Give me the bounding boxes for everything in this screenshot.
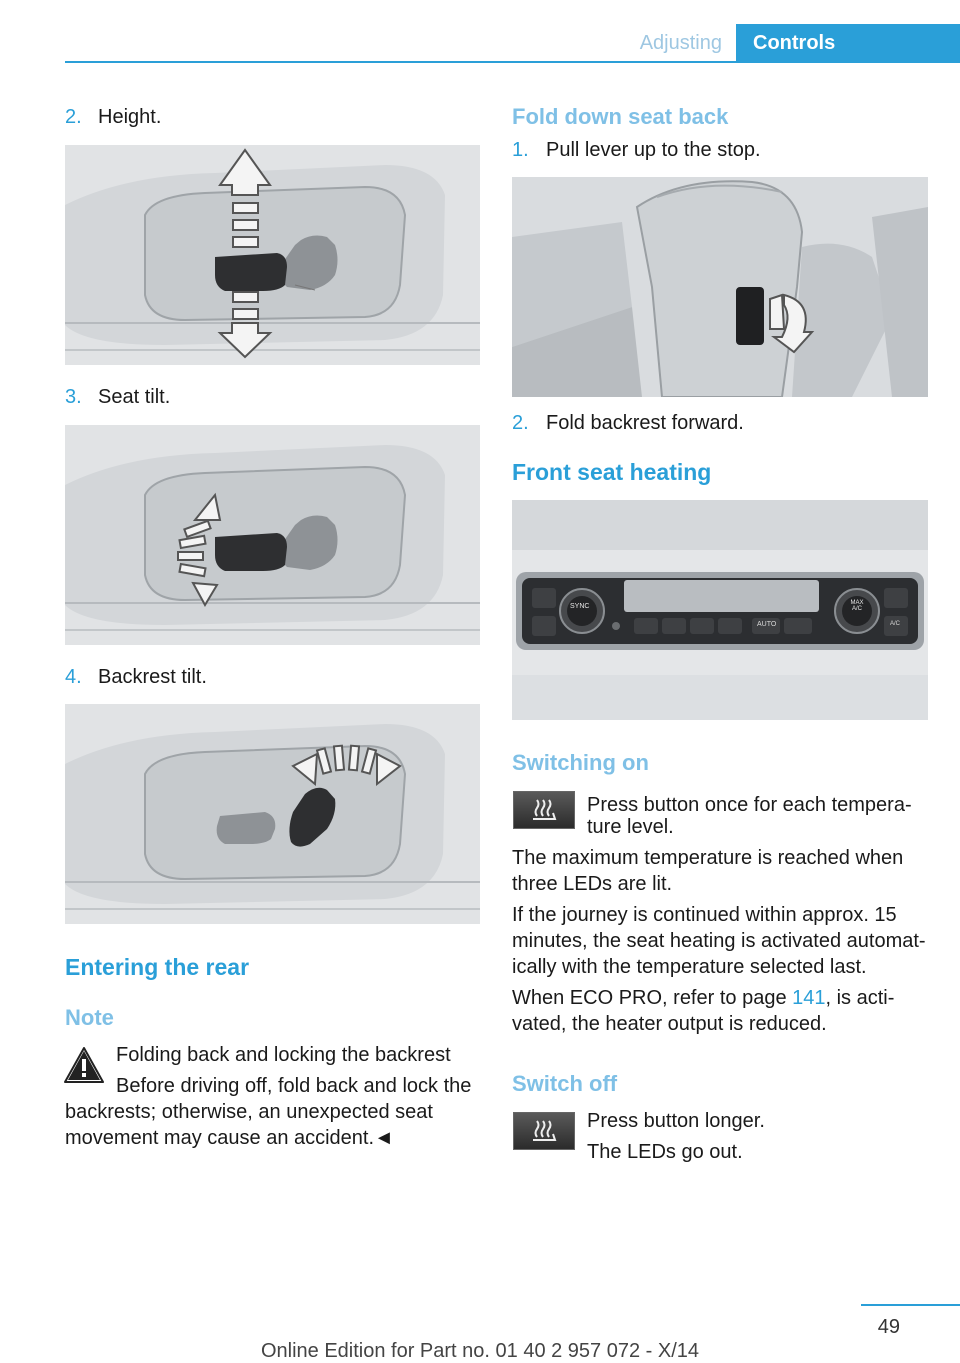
seat-height-figure [65,145,480,365]
section-heading: Entering the rear [65,954,250,980]
note-heading: Note [65,1005,114,1030]
page-link[interactable]: 141 [792,987,826,1009]
paragraph: vated, the heater output is reduced. [512,1013,827,1035]
paragraph: ically with the temperature selected last. [512,956,867,978]
paragraph: minutes, the seat heating is activated automat- [512,930,926,952]
fold-seat-back-figure [512,177,928,397]
panel-label-auto: AUTO [757,621,777,628]
paragraph: three LEDs are lit. [512,873,673,895]
panel-label-ac: A/C [890,621,901,627]
section-heading: Front seat heating [512,459,712,485]
backrest-tilt-figure [65,704,480,924]
footer-rule [861,1304,960,1306]
panel-label-sync: SYNC [570,603,590,610]
step-number: 3. [65,386,82,408]
section-heading: Fold down seat back [512,104,729,129]
header-rule [65,61,960,63]
step-text: Backrest tilt. [98,666,207,688]
edition-line: Online Edition for Part no. 01 40 2 957 072 - X/14 [260,1340,700,1362]
warning-text: backrests; otherwise, an unexpected seat [65,1101,433,1123]
paragraph: Press button once for each tempera- [587,794,912,816]
header-chapter: Controls [736,24,960,61]
paragraph-text: , is acti- [825,987,895,1009]
paragraph [512,985,894,1011]
step-text: Height. [98,106,162,128]
step-number: 4. [65,666,82,688]
seat-heating-icon [513,1112,575,1150]
panel-label-max: MAX A/C [850,600,864,612]
warning-icon [64,1046,104,1084]
page-number: 49 [877,1316,900,1338]
subsection-heading: Switch off [512,1071,618,1096]
paragraph: The maximum temperature is reached when [512,847,904,869]
header-section: Adjusting [639,32,722,54]
paragraph: Press button longer. [587,1110,765,1132]
seat-heating-icon [513,791,575,829]
seat-tilt-figure [65,425,480,645]
paragraph-text: When ECO PRO, refer to page [512,987,793,1009]
paragraph: If the journey is continued within approx. 15 [512,904,897,926]
step-number: 2. [512,412,529,434]
climate-panel-figure [512,500,928,720]
warning-text: Before driving off, fold back and lock the [116,1075,472,1097]
warning-title: Folding back and locking the backrest [116,1044,451,1066]
warning-text: movement may cause an accident.◄ [65,1127,394,1149]
step-text: Fold backrest forward. [546,412,744,434]
step-number: 1. [512,139,529,161]
subsection-heading: Switching on [512,750,649,775]
step-text: Seat tilt. [98,386,171,408]
paragraph: ture level. [587,816,674,838]
paragraph: The LEDs go out. [587,1141,743,1163]
step-text: Pull lever up to the stop. [546,139,761,161]
step-number: 2. [65,106,82,128]
